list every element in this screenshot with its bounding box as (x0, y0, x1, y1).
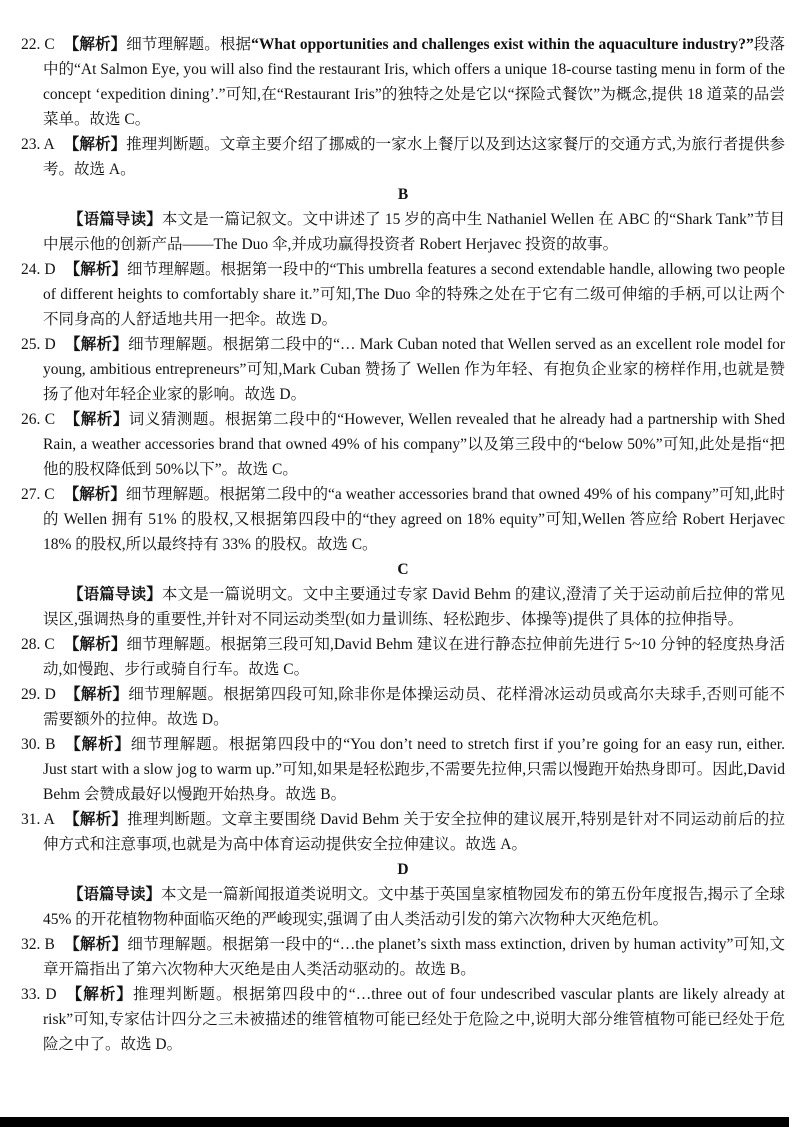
passage-intro-label: 【语篇导读】 (68, 886, 162, 903)
page-bottom-edge-bar (0, 1117, 789, 1127)
explanation-text: 细节理解题。根据第四段可知,除非你是体操运动员、花样滑冰运动员或高尔夫球手,否则可能不需要额外的拉伸。故选 D。 (43, 686, 785, 728)
explanation-text: 细节理解题。根据第四段中的“You don’t need to stretch first if you’re going for an easy run, either. Just start with a slow jog to warm up.”可知,如果是轻松跑步,不需要先拉伸,只需以慢跑开始热身即可。因此,David Behm 会赞成最好以慢跑开始热身。故选 B。 (43, 736, 785, 803)
analysis-label: 【解析】 (63, 36, 127, 53)
section-heading: C (397, 561, 409, 578)
answer-item (21, 257, 785, 332)
answer-item (21, 982, 785, 1057)
answer-item (21, 32, 785, 132)
answer-item (21, 407, 785, 482)
passage-intro (43, 582, 785, 632)
emphasized-quote: “What opportunities and challenges exist within the aquaculture industry?” (251, 36, 754, 53)
analysis-label: 【解析】 (65, 986, 134, 1003)
passage-intro (43, 882, 785, 932)
analysis-label: 【解析】 (63, 936, 128, 953)
section-heading: B (397, 186, 409, 203)
explanation-text: 细节理解题。根据第一段中的“…the planet’s sixth mass extinction, driven by human activity”可知,文章开篇指出了第六次物种大灭绝是由人类活动驱动的。故选 B。 (43, 936, 785, 978)
explanation-text: 细节理解题。根据第二段中的“a weather accessories brand that owned 49% of his company”可知,此时的 Wellen 拥有 51% 的股权,又根据第四段中的“they agreed on 18% equity”可知,Wellen 答应给 Robert Herjavec 18% 的股权,所以最终持有 33% 的股权。故选 C。 (43, 486, 785, 553)
answer-item (21, 332, 785, 407)
explanation-text: 推理判断题。文章主要介绍了挪威的一家水上餐厅以及到达这家餐厅的交通方式,为旅行者提供参考。故选 A。 (43, 136, 785, 178)
explanation-text: 细节理解题。根据第二段中的“… Mark Cuban noted that Wellen served as an excellent role model for young, ambitious entrepreneurs”可知,Mark Cuban 赞扬了 Wellen 作为年轻、有抱负企业家的榜样作用,也就是赞扬了他对年轻企业家的影响。故选 D。 (43, 336, 785, 403)
passage-intro-label: 【语篇导读】 (68, 211, 162, 228)
explanation-text: 推理判断题。根据第四段中的“…three out of four undescribed vascular plants are likely already at risk”可知,专家估计四分之三未被描述的维管植物可能已经处于危险之中,说明大部分维管植物可能已经处于危险之中了。故选 D。 (43, 986, 785, 1053)
explanation-text: 细节理解题。根据 (126, 36, 252, 53)
analysis-label: 【解析】 (64, 261, 127, 278)
question-number-answer: 23. A (21, 136, 55, 153)
answer-item (21, 732, 785, 807)
analysis-label: 【解析】 (63, 486, 126, 503)
answer-item (21, 132, 785, 182)
analysis-label: 【解析】 (64, 736, 131, 753)
question-number-answer: 32. B (21, 936, 55, 953)
analysis-label: 【解析】 (64, 686, 129, 703)
answer-item (21, 682, 785, 732)
question-number-answer: 22. C (21, 36, 55, 53)
answer-item (21, 632, 785, 682)
question-number-answer: 24. D (21, 261, 56, 278)
passage-intro (43, 207, 785, 257)
explanation-text: 本文是一篇说明文。文中主要通过专家 David Behm 的建议,澄清了关于运动前后拉伸的常见误区,强调热身的重要性,并针对不同运动类型(如力量训练、轻松跑步、体操等)提供了具体的拉伸指导。 (43, 586, 785, 628)
question-number-answer: 31. A (21, 811, 55, 828)
explanation-text: 词义猜测题。根据第二段中的“However, Wellen revealed that he already had a partnership with Shed Rain, a weather accessories brand that owned 49% of his company”以及第三段中的“below 50%”可知,此处是指“把他的股权降低到 50%以下”。故选 C。 (43, 411, 785, 478)
analysis-label: 【解析】 (64, 336, 129, 353)
answer-item (21, 482, 785, 557)
explanation-text: 本文是一篇记叙文。文中讲述了 15 岁的高中生 Nathaniel Wellen 在 ABC 的“Shark Tank”节目中展示他的创新产品——The Duo 伞,并成功赢得投资者 Robert Herjavec 投资的故事。 (43, 211, 785, 253)
answer-item (21, 932, 785, 982)
analysis-label: 【解析】 (64, 411, 129, 428)
question-number-answer: 27. C (21, 486, 55, 503)
analysis-label: 【解析】 (63, 811, 128, 828)
analysis-label: 【解析】 (63, 636, 127, 653)
explanation-text: 细节理解题。根据第三段可知,David Behm 建议在进行静态拉伸前先进行 5~10 分钟的轻度热身活动,如慢跑、步行或骑自行车。故选 C。 (43, 636, 785, 678)
explanation-text: 本文是一篇新闻报道类说明文。文中基于英国皇家植物园发布的第五份年度报告,揭示了全球 45% 的开花植物物种面临灭绝的严峻现实,强调了由人类活动引发的第六次物种大灭绝危机。 (43, 886, 785, 928)
question-number-answer: 26. C (21, 411, 56, 428)
explanation-text: 推理判断题。文章主要围绕 David Behm 关于安全拉伸的建议展开,特别是针对不同运动前后的拉伸方式和注意事项,也就是为高中体育运动提供安全拉伸建议。故选 A。 (43, 811, 785, 853)
answer-item (21, 807, 785, 857)
section-heading: D (397, 861, 409, 878)
explanation-text: 细节理解题。根据第一段中的“This umbrella features a second extendable handle, allowing two people of different heights to comfortably share it.”可知,The Duo 伞的特殊之处在于它有二级可伸缩的手柄,可以让两个不同身高的人舒适地共用一把伞。故选 D。 (43, 261, 785, 328)
question-number-answer: 28. C (21, 636, 55, 653)
question-number-answer: 25. D (21, 336, 56, 353)
question-number-answer: 33. D (21, 986, 57, 1003)
passage-intro-label: 【语篇导读】 (68, 586, 162, 603)
analysis-label: 【解析】 (63, 136, 127, 153)
question-number-answer: 29. D (21, 686, 56, 703)
explanation-text: 段落中的“At Salmon Eye, you will also find the restaurant Iris, which offers a unique 18-course tasting menu in form of the concept ‘expedition dining’.”可知,在“Restaurant Iris”的独特之处是它以“探险式餐饮”为概念,提供 18 道菜的品尝菜单。故选 C。 (43, 36, 785, 128)
question-number-answer: 30. B (21, 736, 56, 753)
